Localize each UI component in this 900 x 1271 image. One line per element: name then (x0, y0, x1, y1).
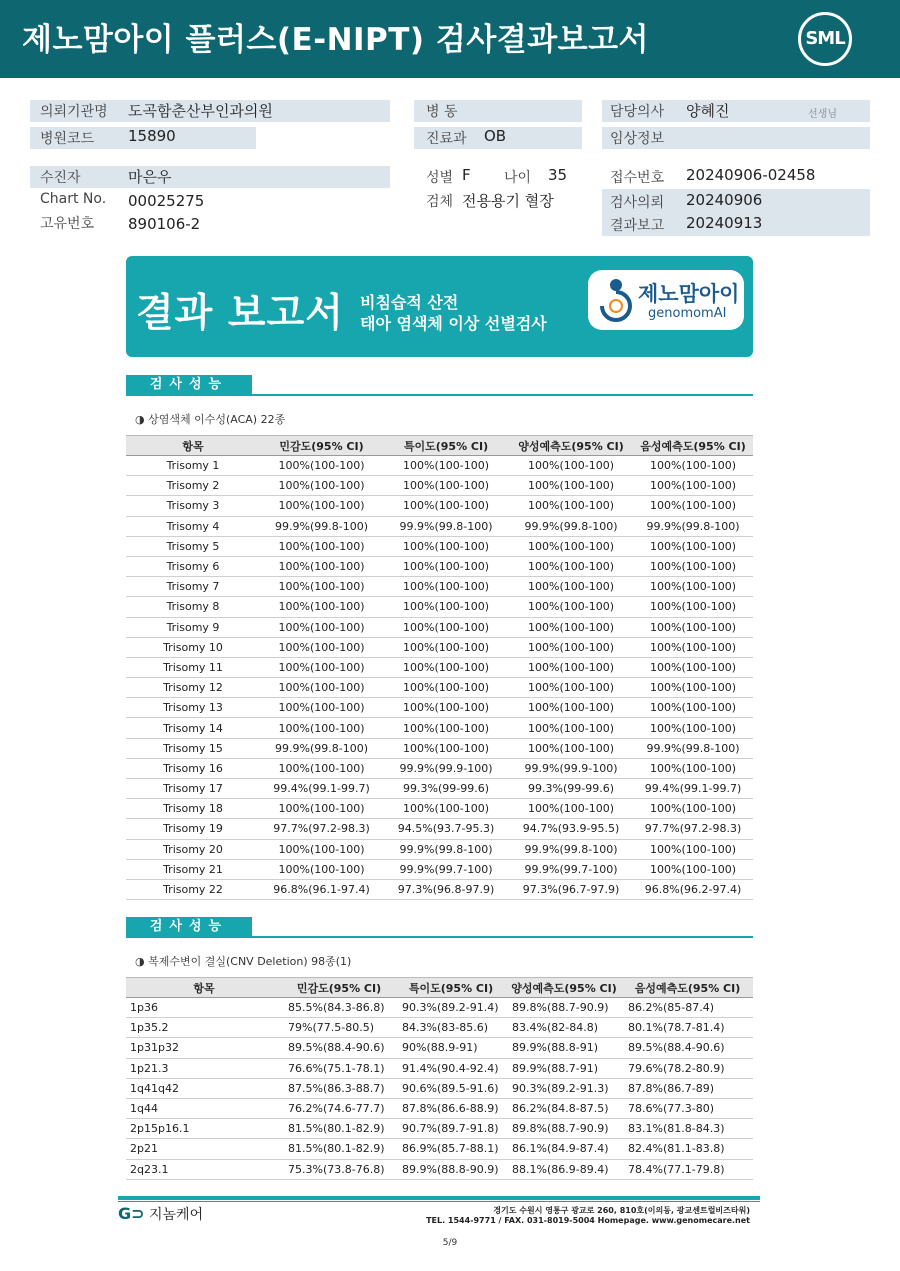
patient-value: 마은우 (128, 168, 172, 186)
table-row (126, 597, 753, 617)
table-cell: 96.8%(96.1-97.4) (260, 879, 383, 899)
specimen-label: 검체 (426, 194, 454, 210)
table-cell: 100%(100-100) (633, 496, 753, 516)
table-cell: 79.6%(78.2-80.9) (622, 1058, 753, 1078)
table-cell: 100%(100-100) (383, 496, 509, 516)
table-cell: 99.9%(99.7-100) (383, 859, 509, 879)
table-cell: 89.5%(88.4-90.6) (622, 1038, 753, 1058)
table-cell: 100%(100-100) (260, 839, 383, 859)
row-item-name: Trisomy 14 (126, 718, 260, 738)
table-row (126, 678, 753, 698)
table-cell: 87.5%(86.3-88.7) (282, 1078, 396, 1098)
result-banner (126, 256, 753, 357)
table-row (126, 879, 753, 899)
table-cell: 100%(100-100) (633, 637, 753, 657)
table-cell: 100%(100-100) (260, 597, 383, 617)
table-cell: 76.2%(74.6-77.7) (282, 1098, 396, 1118)
table-cell: 100%(100-100) (260, 758, 383, 778)
table-cell: 100%(100-100) (633, 799, 753, 819)
column-header: 특이도(95% CI) (383, 436, 509, 456)
table-cell: 100%(100-100) (260, 718, 383, 738)
table-row (126, 839, 753, 859)
table-row (126, 799, 753, 819)
table-cell: 80.1%(78.7-81.4) (622, 1018, 753, 1038)
table-cell: 90.3%(89.2-91.3) (506, 1078, 622, 1098)
table-cell: 100%(100-100) (260, 799, 383, 819)
table-cell: 100%(100-100) (633, 617, 753, 637)
clinical-label: 임상정보 (610, 131, 665, 147)
sml-logo-text: SML (805, 28, 845, 49)
table-cell: 100%(100-100) (509, 637, 633, 657)
footer-rule-thin (118, 1201, 760, 1202)
table-row (126, 698, 753, 718)
row-item-name: Trisomy 4 (126, 516, 260, 536)
table-cell: 100%(100-100) (633, 758, 753, 778)
genomecare-logo (118, 1204, 203, 1224)
hospital-code-value: 15890 (128, 127, 176, 145)
row-item-name: 2p21 (126, 1139, 282, 1159)
ward-label: 병 동 (426, 104, 458, 120)
table-row (126, 1078, 753, 1098)
table-cell: 100%(100-100) (633, 577, 753, 597)
section1-header (126, 375, 753, 397)
table-cell: 100%(100-100) (260, 637, 383, 657)
report-date-label: 결과보고 (610, 218, 665, 234)
row-item-name: 1p35.2 (126, 1018, 282, 1038)
table-row (126, 536, 753, 556)
chart-no-value: 00025275 (128, 192, 205, 210)
table-cell: 81.5%(80.1-82.9) (282, 1119, 396, 1139)
table-cell: 100%(100-100) (509, 657, 633, 677)
table-header-row (126, 436, 753, 456)
column-header: 민감도(95% CI) (260, 436, 383, 456)
row-item-name: Trisomy 7 (126, 577, 260, 597)
company-name: 지놈케어 (149, 1207, 204, 1223)
table-cell: 94.7%(93.9-95.5) (509, 819, 633, 839)
section2-tag: 검사성능 (126, 917, 252, 937)
column-header: 양성예측도(95% CI) (509, 436, 633, 456)
table-cell: 100%(100-100) (509, 617, 633, 637)
sex-value: F (462, 166, 471, 184)
table-cell: 100%(100-100) (633, 476, 753, 496)
row-item-name: Trisomy 15 (126, 738, 260, 758)
table-cell: 100%(100-100) (260, 476, 383, 496)
row-item-name: Trisomy 21 (126, 859, 260, 879)
table-cell: 99.3%(99-99.6) (509, 779, 633, 799)
patient-label: 수진자 (40, 170, 81, 186)
row-item-name: Trisomy 13 (126, 698, 260, 718)
table-cell: 99.9%(99.8-100) (509, 516, 633, 536)
table-cell: 100%(100-100) (509, 799, 633, 819)
table-row (126, 637, 753, 657)
table-cell: 100%(100-100) (383, 738, 509, 758)
table-cell: 99.9%(99.7-100) (509, 859, 633, 879)
table-cell: 99.4%(99.1-99.7) (260, 779, 383, 799)
unique-no-label: 고유번호 (40, 216, 95, 232)
genomecare-mark-icon: G⊃ (118, 1204, 145, 1223)
row-item-name: Trisomy 10 (126, 637, 260, 657)
table-cell: 86.2%(85-87.4) (622, 998, 753, 1018)
table-cell: 89.9%(88.8-90.9) (396, 1159, 506, 1179)
table-row (126, 1038, 753, 1058)
table-cell: 97.3%(96.7-97.9) (509, 879, 633, 899)
table-cell: 96.8%(96.2-97.4) (633, 879, 753, 899)
cnv-performance-table (126, 977, 753, 1180)
table-row (126, 456, 753, 476)
table-cell: 100%(100-100) (383, 718, 509, 738)
row-item-name: Trisomy 6 (126, 556, 260, 576)
age-value: 35 (548, 166, 568, 184)
table-cell: 89.5%(88.4-90.6) (282, 1038, 396, 1058)
table-cell: 100%(100-100) (633, 536, 753, 556)
table-cell: 91.4%(90.4-92.4) (396, 1058, 506, 1078)
table-row (126, 1098, 753, 1118)
table-cell: 100%(100-100) (260, 678, 383, 698)
row-item-name: Trisomy 11 (126, 657, 260, 677)
table-cell: 76.6%(75.1-78.1) (282, 1058, 396, 1078)
genomom-logo (588, 270, 744, 330)
dept-label: 진료과 (426, 131, 467, 147)
table-cell: 100%(100-100) (633, 698, 753, 718)
row-item-name: Trisomy 2 (126, 476, 260, 496)
table-row (126, 577, 753, 597)
company-contact: TEL. 1544-9771 / FAX. 031-8019-5004 Homepage. www.genomecare.net (426, 1216, 750, 1225)
row-item-name: Trisomy 9 (126, 617, 260, 637)
report-header (0, 0, 900, 78)
table-cell: 86.1%(84.9-87.4) (506, 1139, 622, 1159)
table-cell: 97.3%(96.8-97.9) (383, 879, 509, 899)
table-cell: 99.3%(99-99.6) (383, 779, 509, 799)
column-header: 항목 (126, 436, 260, 456)
request-date-value: 20240906 (686, 191, 763, 209)
table-cell: 100%(100-100) (509, 456, 633, 476)
table-cell: 97.7%(97.2-98.3) (633, 819, 753, 839)
table-cell: 100%(100-100) (633, 657, 753, 677)
table-row (126, 738, 753, 758)
table-cell: 100%(100-100) (383, 698, 509, 718)
row-item-name: Trisomy 5 (126, 536, 260, 556)
table-cell: 89.8%(88.7-90.9) (506, 998, 622, 1018)
table-cell: 99.9%(99.9-100) (383, 758, 509, 778)
table-cell: 100%(100-100) (509, 738, 633, 758)
table-cell: 100%(100-100) (383, 597, 509, 617)
company-address: 경기도 수원시 영통구 광교로 260, 810호(이의동, 광교센트럴비즈타워) (493, 1206, 750, 1215)
table-cell: 100%(100-100) (260, 859, 383, 879)
table-cell: 99.9%(99.8-100) (633, 516, 753, 536)
row-item-name: 1p21.3 (126, 1058, 282, 1078)
table-row (126, 998, 753, 1018)
sml-logo (798, 12, 852, 66)
table-cell: 100%(100-100) (633, 839, 753, 859)
row-item-name: 2p15p16.1 (126, 1119, 282, 1139)
table-cell: 100%(100-100) (260, 577, 383, 597)
column-header: 민감도(95% CI) (282, 978, 396, 998)
doctor-suffix: 선생님 (808, 109, 837, 120)
table-cell: 100%(100-100) (260, 536, 383, 556)
column-header: 항목 (126, 978, 282, 998)
doctor-label: 담당의사 (610, 104, 665, 120)
table-cell: 85.5%(84.3-86.8) (282, 998, 396, 1018)
row-item-name: Trisomy 16 (126, 758, 260, 778)
table-row (126, 476, 753, 496)
table-cell: 100%(100-100) (383, 637, 509, 657)
table-cell: 100%(100-100) (383, 456, 509, 476)
table-cell: 87.8%(86.7-89) (622, 1078, 753, 1098)
section1-tag: 검사성능 (126, 375, 252, 395)
table-row (126, 1119, 753, 1139)
table-cell: 100%(100-100) (383, 657, 509, 677)
table-row (126, 819, 753, 839)
institution-value: 도곡함춘산부인과의원 (128, 102, 273, 120)
table-header-row (126, 978, 753, 998)
row-item-name: Trisomy 8 (126, 597, 260, 617)
table-cell: 81.5%(80.1-82.9) (282, 1139, 396, 1159)
request-date-label: 검사의뢰 (610, 195, 665, 211)
table-cell: 99.4%(99.1-99.7) (633, 779, 753, 799)
table-row (126, 516, 753, 536)
table-cell: 94.5%(93.7-95.3) (383, 819, 509, 839)
column-header: 특이도(95% CI) (396, 978, 506, 998)
table-cell: 84.3%(83-85.6) (396, 1018, 506, 1038)
dept-value: OB (484, 127, 507, 145)
column-header: 음성예측도(95% CI) (633, 436, 753, 456)
row-item-name: Trisomy 19 (126, 819, 260, 839)
banner-title: 결과 보고서 (136, 291, 344, 336)
table-row (126, 1139, 753, 1159)
table-cell: 100%(100-100) (633, 456, 753, 476)
table-cell: 100%(100-100) (260, 456, 383, 476)
table-cell: 89.9%(88.8-91) (506, 1038, 622, 1058)
table-cell: 100%(100-100) (633, 678, 753, 698)
section2-subtitle: ◑ 복제수변이 결실(CNV Deletion) 98종(1) (135, 955, 352, 968)
table-cell: 83.1%(81.8-84.3) (622, 1119, 753, 1139)
table-row (126, 1058, 753, 1078)
table-cell: 99.9%(99.9-100) (509, 758, 633, 778)
table-cell: 100%(100-100) (633, 718, 753, 738)
table-cell: 100%(100-100) (633, 859, 753, 879)
table-cell: 99.9%(99.8-100) (260, 738, 383, 758)
section1-subtitle: ◑ 상염색체 이수성(ACA) 22종 (135, 413, 286, 426)
row-item-name: Trisomy 20 (126, 839, 260, 859)
brand-subname: genomomAI (648, 306, 727, 321)
table-cell: 78.4%(77.1-79.8) (622, 1159, 753, 1179)
row-item-name: 1p36 (126, 998, 282, 1018)
table-cell: 79%(77.5-80.5) (282, 1018, 396, 1038)
table-cell: 100%(100-100) (383, 536, 509, 556)
report-date-value: 20240913 (686, 214, 763, 232)
table-cell: 100%(100-100) (383, 476, 509, 496)
table-cell: 75.3%(73.8-76.8) (282, 1159, 396, 1179)
genomom-mark-icon (598, 278, 634, 322)
table-cell: 100%(100-100) (383, 799, 509, 819)
footer-rule (118, 1196, 760, 1200)
table-row (126, 657, 753, 677)
table-row (126, 758, 753, 778)
receipt-label: 접수번호 (610, 170, 665, 186)
row-item-name: Trisomy 12 (126, 678, 260, 698)
row-item-name: Trisomy 3 (126, 496, 260, 516)
table-cell: 99.9%(99.8-100) (383, 516, 509, 536)
table-row (126, 779, 753, 799)
banner-subtitle-1: 비침습적 산전 (360, 293, 459, 312)
row-item-name: 1p31p32 (126, 1038, 282, 1058)
table-cell: 100%(100-100) (383, 556, 509, 576)
table-cell: 87.8%(86.6-88.9) (396, 1098, 506, 1118)
table-cell: 100%(100-100) (509, 698, 633, 718)
aca-performance-table (126, 435, 753, 900)
table-cell: 90%(88.9-91) (396, 1038, 506, 1058)
row-item-name: 2q23.1 (126, 1159, 282, 1179)
table-cell: 100%(100-100) (383, 577, 509, 597)
table-cell: 99.9%(99.8-100) (260, 516, 383, 536)
row-item-name: Trisomy 18 (126, 799, 260, 819)
table-cell: 100%(100-100) (509, 577, 633, 597)
sex-label: 성별 (426, 170, 454, 186)
receipt-value: 20240906-02458 (686, 166, 816, 184)
table-cell: 99.9%(99.8-100) (509, 839, 633, 859)
table-cell: 100%(100-100) (260, 657, 383, 677)
table-cell: 100%(100-100) (260, 698, 383, 718)
table-cell: 100%(100-100) (509, 678, 633, 698)
table-cell: 83.4%(82-84.8) (506, 1018, 622, 1038)
table-cell: 88.1%(86.9-89.4) (506, 1159, 622, 1179)
table-row (126, 556, 753, 576)
doctor-value: 양혜진 (686, 102, 730, 120)
table-cell: 100%(100-100) (383, 617, 509, 637)
table-row (126, 1159, 753, 1179)
row-item-name: 1q44 (126, 1098, 282, 1118)
table-cell: 99.9%(99.8-100) (633, 738, 753, 758)
table-cell: 86.9%(85.7-88.1) (396, 1139, 506, 1159)
report-title: 제노맘아이 플러스(E-NIPT) 검사결과보고서 (22, 22, 649, 58)
page-number: 5/9 (442, 1238, 458, 1248)
table-cell: 100%(100-100) (383, 678, 509, 698)
table-cell: 100%(100-100) (633, 556, 753, 576)
table-row (126, 496, 753, 516)
table-row (126, 617, 753, 637)
table-cell: 100%(100-100) (509, 556, 633, 576)
row-item-name: Trisomy 17 (126, 779, 260, 799)
banner-subtitle-2: 태아 염색체 이상 선별검사 (360, 314, 547, 333)
patient-row-bg (30, 166, 390, 188)
section2-rule (126, 936, 753, 938)
table-cell: 100%(100-100) (509, 496, 633, 516)
table-cell: 100%(100-100) (260, 496, 383, 516)
specimen-value: 전용용기 혈장 (462, 192, 554, 210)
table-cell: 100%(100-100) (509, 476, 633, 496)
hospital-code-label: 병원코드 (40, 131, 95, 147)
row-item-name: Trisomy 1 (126, 456, 260, 476)
institution-label: 의뢰기관명 (40, 104, 108, 120)
table-cell: 86.2%(84.8-87.5) (506, 1098, 622, 1118)
row-item-name: 1q41q42 (126, 1078, 282, 1098)
row-item-name: Trisomy 22 (126, 879, 260, 899)
chart-no-label: Chart No. (40, 191, 107, 207)
table-cell: 99.9%(99.8-100) (383, 839, 509, 859)
section1-rule (126, 394, 753, 396)
column-header: 음성예측도(95% CI) (622, 978, 753, 998)
table-cell: 78.6%(77.3-80) (622, 1098, 753, 1118)
table-cell: 100%(100-100) (509, 536, 633, 556)
table-cell: 89.8%(88.7-90.9) (506, 1119, 622, 1139)
table-cell: 100%(100-100) (260, 556, 383, 576)
table-cell: 90.3%(89.2-91.4) (396, 998, 506, 1018)
table-cell: 90.7%(89.7-91.8) (396, 1119, 506, 1139)
table-row (126, 1018, 753, 1038)
age-label: 나이 (504, 170, 532, 186)
table-cell: 100%(100-100) (260, 617, 383, 637)
table-cell: 82.4%(81.1-83.8) (622, 1139, 753, 1159)
table-cell: 89.9%(88.7-91) (506, 1058, 622, 1078)
brand-name: 제노맘아이 (638, 282, 740, 306)
column-header: 양성예측도(95% CI) (506, 978, 622, 998)
table-cell: 100%(100-100) (509, 718, 633, 738)
table-cell: 100%(100-100) (509, 597, 633, 617)
unique-no-value: 890106-2 (128, 215, 201, 233)
table-cell: 100%(100-100) (633, 597, 753, 617)
table-row (126, 859, 753, 879)
table-cell: 97.7%(97.2-98.3) (260, 819, 383, 839)
table-row (126, 718, 753, 738)
section2-header (126, 917, 753, 939)
table-cell: 90.6%(89.5-91.6) (396, 1078, 506, 1098)
